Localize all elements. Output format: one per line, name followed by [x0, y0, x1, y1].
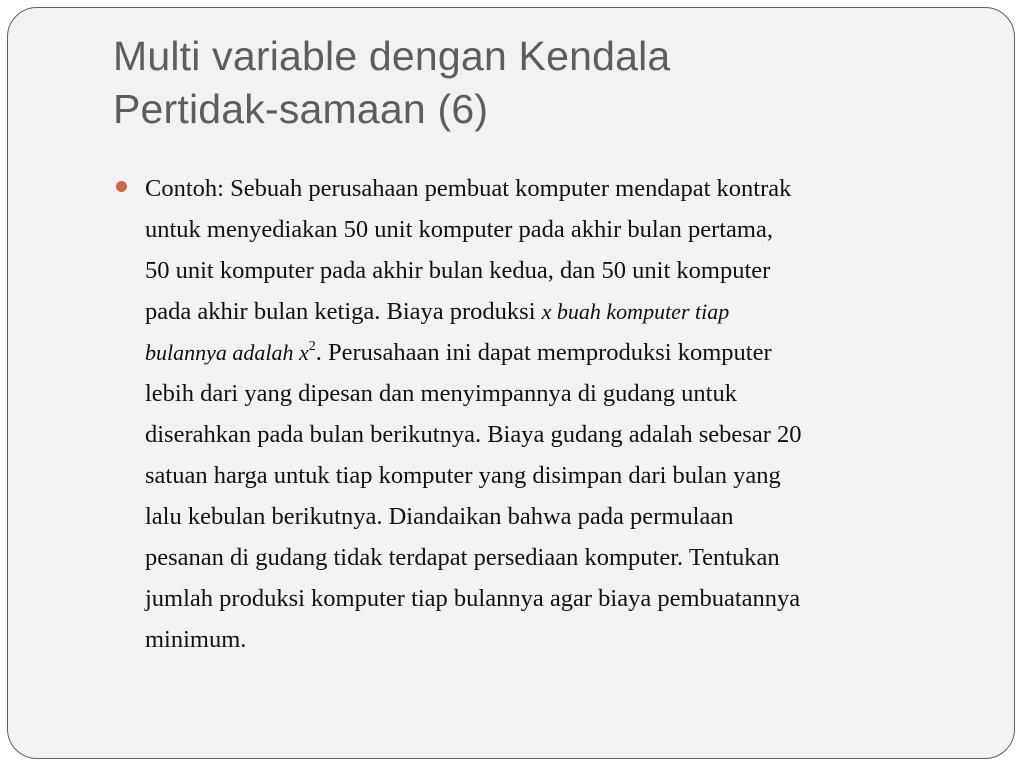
bullet-line-5 — [145, 332, 975, 373]
bullet-dot-icon — [116, 181, 127, 192]
slide-title — [113, 30, 953, 136]
bullet-text — [145, 168, 975, 660]
bullet-line-4-italic: x buah komputer tiap — [541, 299, 730, 324]
bullet-line-4-text: pada akhir bulan ketiga. Biaya produksi — [145, 298, 542, 325]
bullet-line-9: lalu kebulan berikutnya. Diandaikan bahwa pada permulaan — [145, 503, 734, 530]
bullet-line-5-text: . Perusahaan ini dapat memproduksi komputer — [315, 339, 772, 366]
bullet-line-8: satuan harga untuk tiap komputer yang disimpan dari bulan yang — [145, 462, 781, 489]
bullet-line-5-italic: bulannya adalah x — [145, 340, 309, 365]
bullet-line-10: pesanan di gudang tidak terdapat persediaan komputer. Tentukan — [145, 544, 780, 571]
bullet-line-11: jumlah produksi komputer tiap bulannya agar biaya pembuatannya — [145, 585, 801, 612]
bullet-line-7: diserahkan pada bulan berikutnya. Biaya gudang adalah sebesar 20 — [145, 421, 802, 448]
slide-title-line-1: Multi variable dengan Kendala — [113, 33, 671, 79]
exponent-superscript: 2 — [308, 339, 316, 354]
bullet-line-4 — [145, 291, 975, 332]
bullet-line-12: minimum. — [145, 626, 247, 653]
bullet-line-3: 50 unit komputer pada akhir bulan kedua, dan 50 unit komputer — [145, 257, 771, 284]
bullet-line-2: untuk menyediakan 50 unit komputer pada akhir bulan pertama, — [145, 216, 773, 243]
bullet-line-6: lebih dari yang dipesan dan menyimpannya di gudang untuk — [145, 380, 737, 407]
bullet-line-1: Contoh: Sebuah perusahaan pembuat komputer mendapat kontrak — [145, 175, 792, 202]
slide-title-line-2: Pertidak-samaan (6) — [113, 86, 489, 132]
